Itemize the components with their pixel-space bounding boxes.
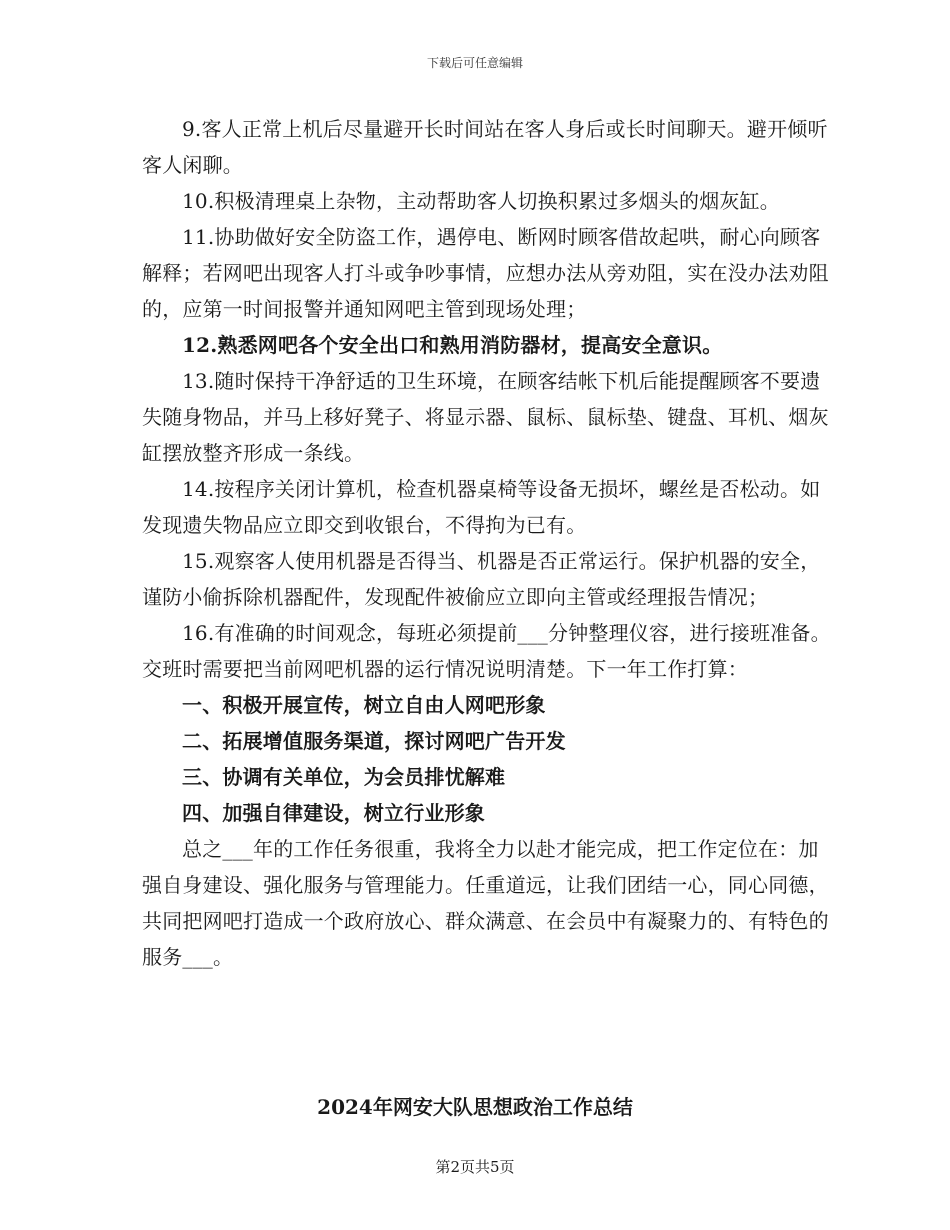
plan-item-4: 四、加强自律建设，树立行业形象 xyxy=(182,801,485,825)
plan-item-3: 三、协调有关单位，为会员排忧解难 xyxy=(182,765,506,789)
plan-item-2: 二、拓展增值服务渠道，探讨网吧广告开发 xyxy=(182,729,566,753)
paragraph-15: 15.观察客人使用机器是否得当、机器是否正常运行。保护机器的安全，谨防小偷拆除机器配件，发现配件被偷应立即向主管或经理报告情况； xyxy=(142,549,821,609)
paragraph-10: 10.积极清理桌上杂物，主动帮助客人切换积累过多烟头的烟灰缸。 xyxy=(182,189,781,213)
paragraph-9: 9.客人正常上机后尽量避开长时间站在客人身后或长时间聊天。避开倾听客人闲聊。 xyxy=(142,117,828,177)
plan-item-1: 一、积极开展宣传，树立自由人网吧形象 xyxy=(182,693,546,717)
paragraph-13: 13.随时保持干净舒适的卫生环境，在顾客结帐下机后能提醒顾客不要遗失随身物品，并马上移好凳子、将显示器、鼠标、鼠标垫、键盘、耳机、烟灰缸摆放整齐形成一条线。 xyxy=(142,369,829,465)
paragraph-12: 12.熟悉网吧各个安全出口和熟用消防器材，提高安全意识。 xyxy=(182,333,723,357)
paragraph-14: 14.按程序关闭计算机，检查机器桌椅等设备无损坏，螺丝是否松动。如发现遗失物品应立即交到收银台，不得拘为已有。 xyxy=(142,477,821,537)
conclusion-paragraph: 总之___年的工作任务很重，我将全力以赴才能完成，把工作定位在：加强自身建设、强化服务与管理能力。任重道远，让我们团结一心，同心同德，共同把网吧打造成一个政府放心、群众满意、在会员中有凝聚力的、有特色的服务___。 xyxy=(142,837,829,969)
page-number: 第2页共5页 xyxy=(435,1158,515,1176)
paragraph-16: 16.有准确的时间观念，每班必须提前___分钟整理仪容，进行接班准备。交班时需要把当前网吧机器的运行情况说明清楚。下一年工作打算： xyxy=(142,621,831,681)
paragraph-11: 11.协助做好安全防盗工作，遇停电、断网时顾客借故起哄，耐心向顾客解释；若网吧出现客人打斗或争吵事情，应想办法从旁劝阻，实在没办法劝阻的，应第一时间报警并通知网吧主管到现场处理； xyxy=(142,225,829,321)
header-note: 下载后可任意编辑 xyxy=(426,56,523,70)
document-body xyxy=(142,111,832,975)
next-document-title: 2024年网安大队思想政治工作总结 xyxy=(317,1095,633,1119)
